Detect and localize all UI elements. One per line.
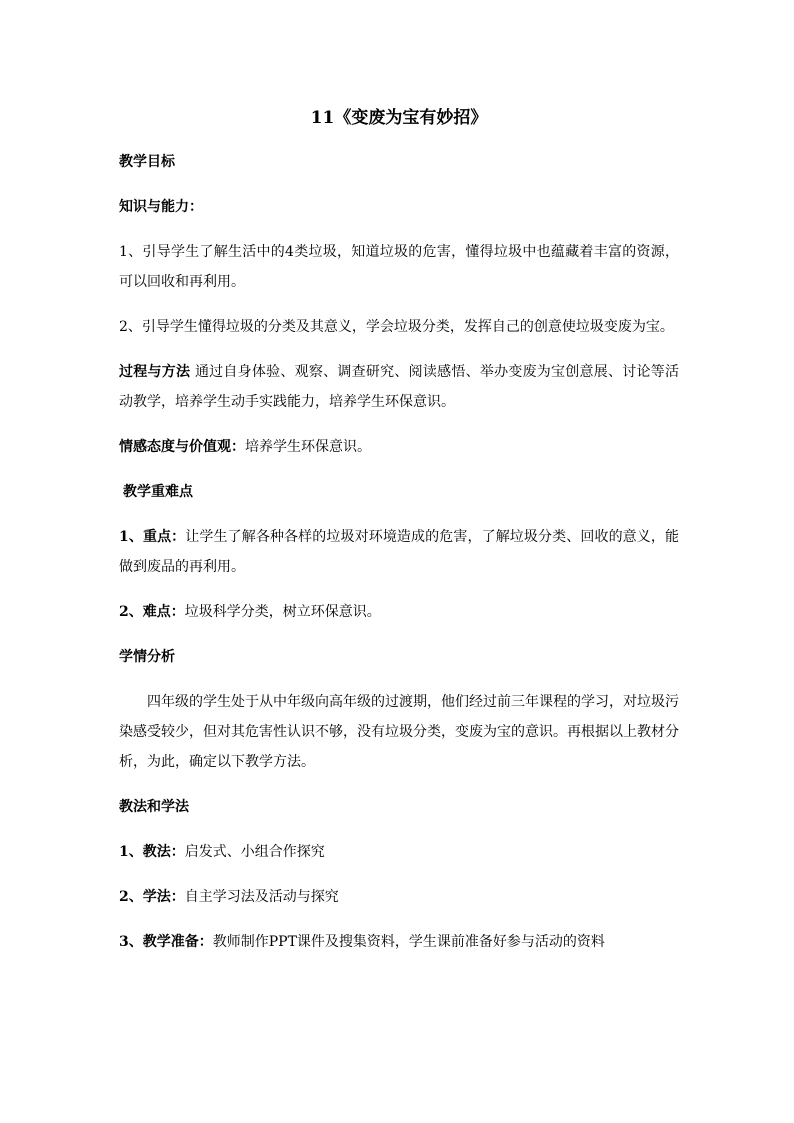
process-method-paragraph: [119, 357, 679, 417]
difficult-point-text: 垃圾科学分类，树立环保意识。: [184, 604, 381, 620]
learning-method-paragraph: [119, 882, 679, 912]
attitude-values-label: 情感态度与价值观：: [119, 439, 245, 455]
teaching-goals-heading: 教学目标: [119, 154, 175, 170]
document-title: 11《变废为宝有妙招》: [310, 108, 488, 128]
document-page: [119, 103, 679, 972]
key-point-text: 让学生了解各种各样的垃圾对环境造成的危害，了解垃圾分类、回收的意义，能做到废品的再利用。: [119, 529, 679, 575]
analysis-paragraph: 四年级的学生处于从中年级向高年级的过渡期，他们经过前三年课程的学习，对垃圾污染感受较少，但对其危害性认识不够，没有垃圾分类，变废为宝的意识。再根据以上教材分析，为此，确定以下教学方法。: [119, 694, 679, 770]
preparation-text: 教师制作PPT课件及搜集资料，学生课前准备好参与活动的资料: [212, 934, 605, 950]
difficult-point-paragraph: [119, 597, 679, 627]
key-point-label: 1、重点：: [119, 529, 186, 545]
key-point-paragraph: [119, 522, 679, 582]
preparation-label: 3、教学准备：: [119, 934, 213, 950]
analysis-heading: 学情分析: [119, 649, 175, 665]
difficult-point-label: 2、难点：: [119, 604, 185, 620]
learning-method-text: 自主学习法及活动与探究: [184, 889, 339, 905]
teaching-method-label: 1、教法：: [119, 844, 185, 860]
process-method-text: 通过自身体验、观察、调查研究、阅读感悟、举办变废为宝创意展、讨论等活动教学，培养学生动手实践能力，培养学生环保意识。: [119, 364, 680, 410]
learning-method-label: 2、学法：: [119, 889, 185, 905]
goal-item-1: 1、引导学生了解生活中的4类垃圾，知道垃圾的危害，懂得垃圾中也蕴藏着丰富的资源，可以回收和再利用。: [119, 244, 679, 290]
process-method-label: 过程与方法: [119, 364, 191, 380]
preparation-paragraph: [119, 927, 679, 957]
attitude-values-paragraph: [119, 432, 679, 462]
key-points-heading: 教学重难点: [123, 484, 193, 500]
knowledge-ability-heading: 知识与能力：: [119, 199, 203, 215]
attitude-values-text: 培养学生环保意识。: [245, 439, 371, 455]
methods-heading: 教法和学法: [119, 799, 189, 815]
teaching-method-text: 启发式、小组合作探究: [184, 844, 325, 860]
goal-item-2: 2、引导学生懂得垃圾的分类及其意义，学会垃圾分类，发挥自己的创意使垃圾变废为宝。: [119, 319, 674, 335]
teaching-method-paragraph: [119, 837, 679, 867]
